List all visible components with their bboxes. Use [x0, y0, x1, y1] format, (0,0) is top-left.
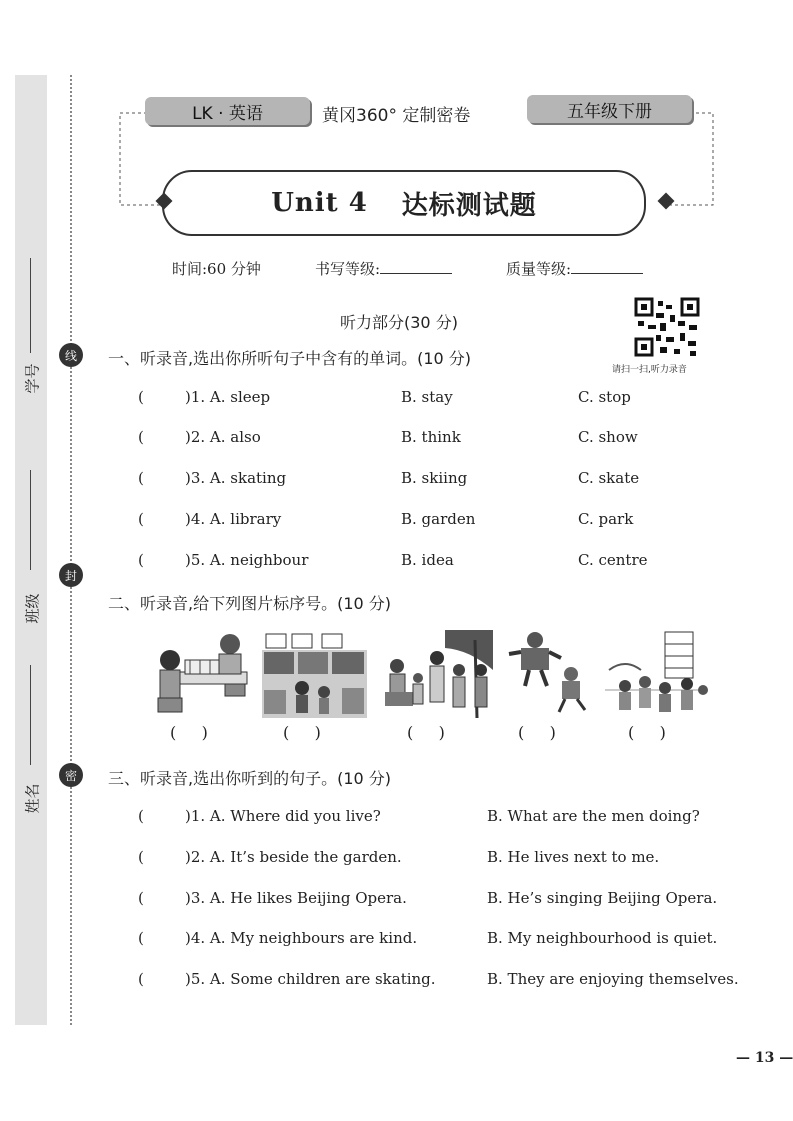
grade-badge: 五年级下册: [527, 95, 692, 123]
student-id-line: [30, 258, 31, 353]
answer-paren[interactable]: (: [138, 889, 144, 907]
section3-title: 三、听录音,选出你听到的句子。(10 分): [108, 769, 392, 788]
qr-code-icon[interactable]: [634, 297, 700, 357]
seal-mark-line: 线: [59, 343, 83, 367]
picture-answer-paren[interactable]: ( ): [170, 723, 208, 742]
answer-paren[interactable]: (: [138, 388, 144, 406]
title-banner: [162, 170, 646, 236]
s1-q4-option-a: )4. A. library: [185, 510, 282, 528]
answer-paren[interactable]: (: [138, 469, 144, 487]
s3-q4-option-a: )4. A. My neighbours are kind.: [185, 929, 418, 947]
answer-paren[interactable]: (: [138, 510, 144, 528]
picture-answer-paren[interactable]: ( ): [628, 723, 666, 742]
answer-paren[interactable]: (: [138, 807, 144, 825]
s1-q3-option-a: )3. A. skating: [185, 469, 287, 487]
s1-q3-option-b: B. skiing: [401, 469, 468, 487]
s1-q1-option-a: )1. A. sleep: [185, 388, 271, 406]
s3-q5-option-a: )5. A. Some children are skating.: [185, 970, 436, 988]
writing-grade: [315, 258, 452, 279]
s1-q2-option-b: B. think: [401, 428, 461, 446]
name-label: 姓名: [23, 783, 42, 814]
listening-title: 听力部分(30 分): [340, 313, 458, 332]
s1-q5-option-c: C. centre: [578, 551, 648, 569]
writing-grade-blank[interactable]: [380, 259, 452, 274]
s3-q3-option-a: )3. A. He likes Beijing Opera.: [185, 889, 407, 907]
series-title: 黄冈360° 定制密卷: [322, 106, 471, 126]
answer-paren[interactable]: (: [138, 428, 144, 446]
time-info: 时间:60 分钟: [172, 260, 261, 278]
picture-answer-paren[interactable]: ( ): [518, 723, 556, 742]
s1-q5-option-a: )5. A. neighbour: [185, 551, 309, 569]
s1-q4-option-b: B. garden: [401, 510, 476, 528]
unit-label: Unit 4: [271, 188, 368, 218]
s3-q1-option-a: )1. A. Where did you live?: [185, 807, 381, 825]
s1-q3-option-c: C. skate: [578, 469, 640, 487]
answer-paren[interactable]: (: [138, 970, 144, 988]
family-picture: [385, 630, 493, 718]
quality-grade-blank[interactable]: [571, 259, 643, 274]
writing-grade-label: 书写等级:: [315, 260, 381, 278]
s1-q5-option-b: B. idea: [401, 551, 454, 569]
subject-badge: LK · 英语: [145, 97, 310, 125]
answer-paren[interactable]: (: [138, 551, 144, 569]
s3-q1-option-b: B. What are the men doing?: [487, 807, 700, 825]
cut-line: [70, 75, 72, 1025]
s3-q3-option-b: B. He’s singing Beijing Opera.: [487, 889, 718, 907]
picture-answer-paren[interactable]: ( ): [407, 723, 445, 742]
s3-q2-option-a: )2. A. It’s beside the garden.: [185, 848, 402, 866]
s3-q2-option-b: B. He lives next to me.: [487, 848, 660, 866]
s3-q4-option-b: B. My neighbourhood is quiet.: [487, 929, 718, 947]
answer-paren[interactable]: (: [138, 929, 144, 947]
class-label: 班级: [23, 593, 42, 624]
page-number: — 13 —: [736, 1050, 793, 1066]
s1-q1-option-c: C. stop: [578, 388, 631, 406]
s1-q2-option-a: )2. A. also: [185, 428, 261, 446]
binding-strip: [15, 75, 47, 1025]
skating-picture: [505, 630, 595, 718]
class-line: [30, 470, 31, 570]
answer-paren[interactable]: (: [138, 848, 144, 866]
chess-players-picture: [155, 630, 250, 718]
student-id-label: 学号: [23, 363, 42, 394]
s1-q4-option-c: C. park: [578, 510, 634, 528]
picture-answer-paren[interactable]: ( ): [283, 723, 321, 742]
seal-mark-secret: 密: [59, 763, 83, 787]
quality-grade: [506, 258, 643, 279]
test-title: 达标测试题: [401, 190, 537, 221]
s3-q5-option-b: B. They are enjoying themselves.: [487, 970, 739, 988]
name-line: [30, 665, 31, 765]
section2-title: 二、听录音,给下列图片标序号。(10 分): [108, 594, 392, 613]
quality-grade-label: 质量等级:: [506, 260, 572, 278]
qr-caption: 请扫一扫,听力录音: [612, 365, 687, 375]
seal-mark-seal: 封: [59, 563, 83, 587]
section1-title: 一、听录音,选出你所听句子中含有的单词。(10 分): [108, 349, 472, 368]
snow-play-picture: [605, 630, 708, 718]
s1-q2-option-c: C. show: [578, 428, 638, 446]
s1-q1-option-b: B. stay: [401, 388, 453, 406]
market-picture: [262, 630, 367, 718]
